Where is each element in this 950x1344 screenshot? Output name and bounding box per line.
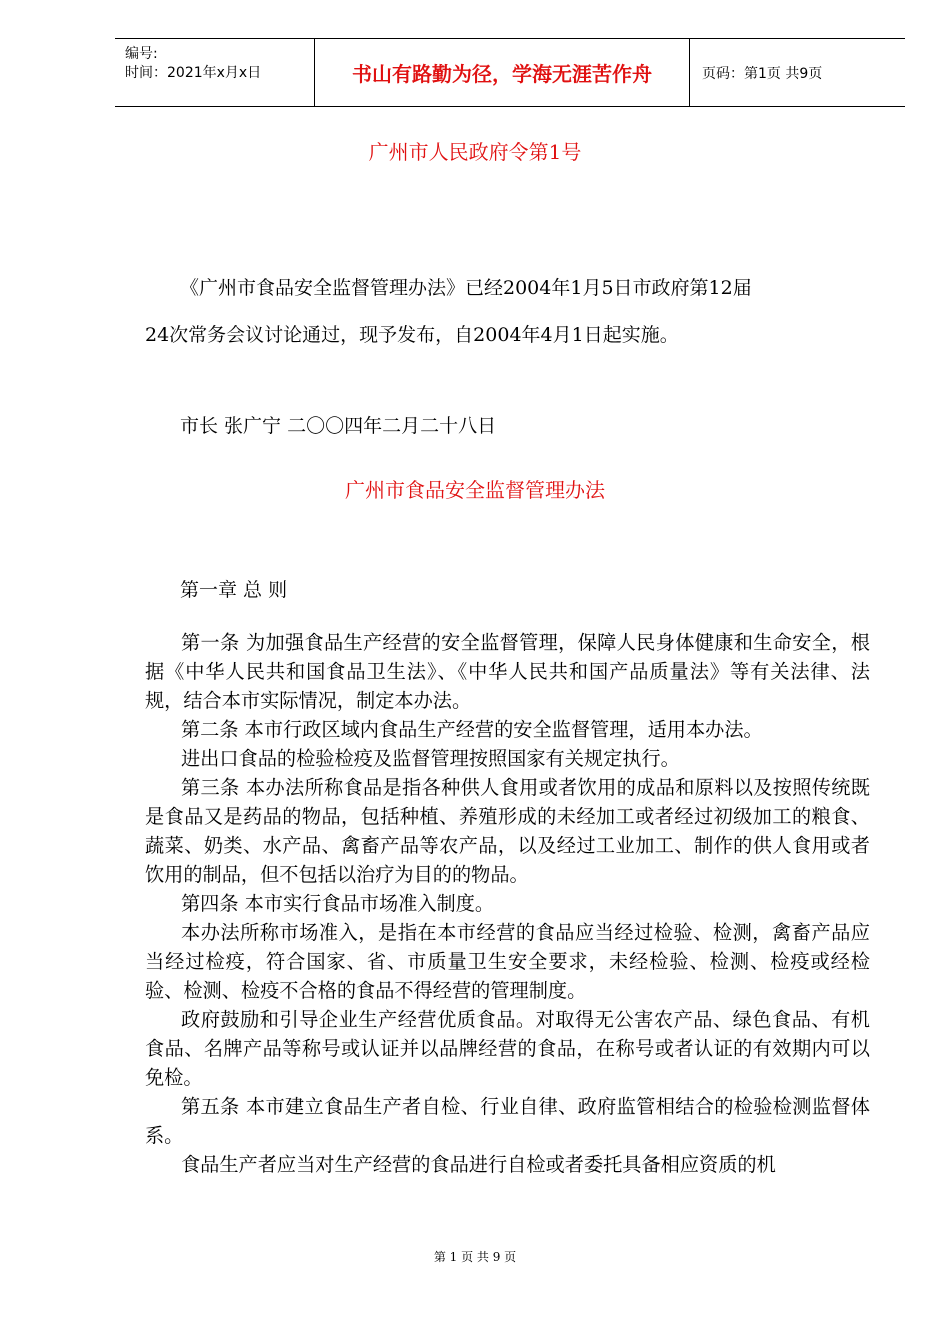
intro-line-2: 24次常务会议讨论通过，现予发布，自2004年4月1日起实施。 [145, 324, 679, 346]
page-footer: 第 1 页 共 9 页 [433, 1250, 517, 1264]
header-meta [115, 39, 315, 106]
intro-line-1: 《广州市食品安全监督管理办法》已经2004年1月5日市政府第12届 [180, 277, 752, 299]
number-label: 编号: [125, 46, 158, 62]
signature: 市长 张广宁 二〇〇四年二月二十八日 [180, 415, 497, 437]
paragraph: 第一条 为加强食品生产经营的安全监督管理，保障人民身体健康和生命安全，根据《中华人民共和国食品卫生法》、《中华人民共和国产品质量法》等有关法律、法规，结合本市实际情况，制定本办法。 [145, 631, 870, 712]
document-title: 广州市食品安全监督管理办法 [345, 478, 605, 502]
paragraph: 第二条 本市行政区域内食品生产经营的安全监督管理，适用本办法。 [181, 718, 763, 741]
paragraph: 政府鼓励和引导企业生产经营优质食品。对取得无公害农产品、绿色食品、有机食品、名牌产品等称号或认证并以品牌经营的食品，在称号或者认证的有效期内可以免检。 [145, 1008, 870, 1089]
paragraph: 食品生产者应当对生产经营的食品进行自检或者委托具备相应资质的机 [181, 1153, 776, 1176]
paragraph: 进出口食品的检验检疫及监督管理按照国家有关规定执行。 [181, 747, 680, 770]
order-title: 广州市人民政府令第1号 [368, 140, 582, 164]
paragraph: 第三条 本办法所称食品是指各种供人食用或者饮用的成品和原料以及按照传统既是食品又是药品的物品，包括种植、养殖形成的未经加工或者经过初级加工的粮食、蔬菜、奶类、水产品、禽畜产品等农产品，以及经过工业加工、制作的供人食用或者饮用的制品，但不包括以治疗为目的的物品。 [145, 776, 870, 886]
paragraph: 第五条 本市建立食品生产者自检、行业自律、政府监管相结合的检验检测监督体系。 [145, 1095, 870, 1147]
page-header [115, 38, 905, 107]
paragraph: 第四条 本市实行食品市场准入制度。 [181, 892, 495, 915]
page-label: 页码：第1页 共9页 [702, 65, 823, 82]
time-label: 时间：2021年x月x日 [125, 65, 262, 81]
chapter-heading: 第一章 总 则 [180, 579, 288, 601]
paragraph: 本办法所称市场准入，是指在本市经营的食品应当经过检验、检测，禽畜产品应当经过检疫，符合国家、省、市质量卫生安全要求，未经检验、检测、检疫或经检验、检测、检疫不合格的食品不得经营的管理制度。 [145, 921, 870, 1002]
body-text [145, 628, 870, 1179]
motto: 书山有路勤为径，学海无涯苦作舟 [315, 39, 690, 106]
